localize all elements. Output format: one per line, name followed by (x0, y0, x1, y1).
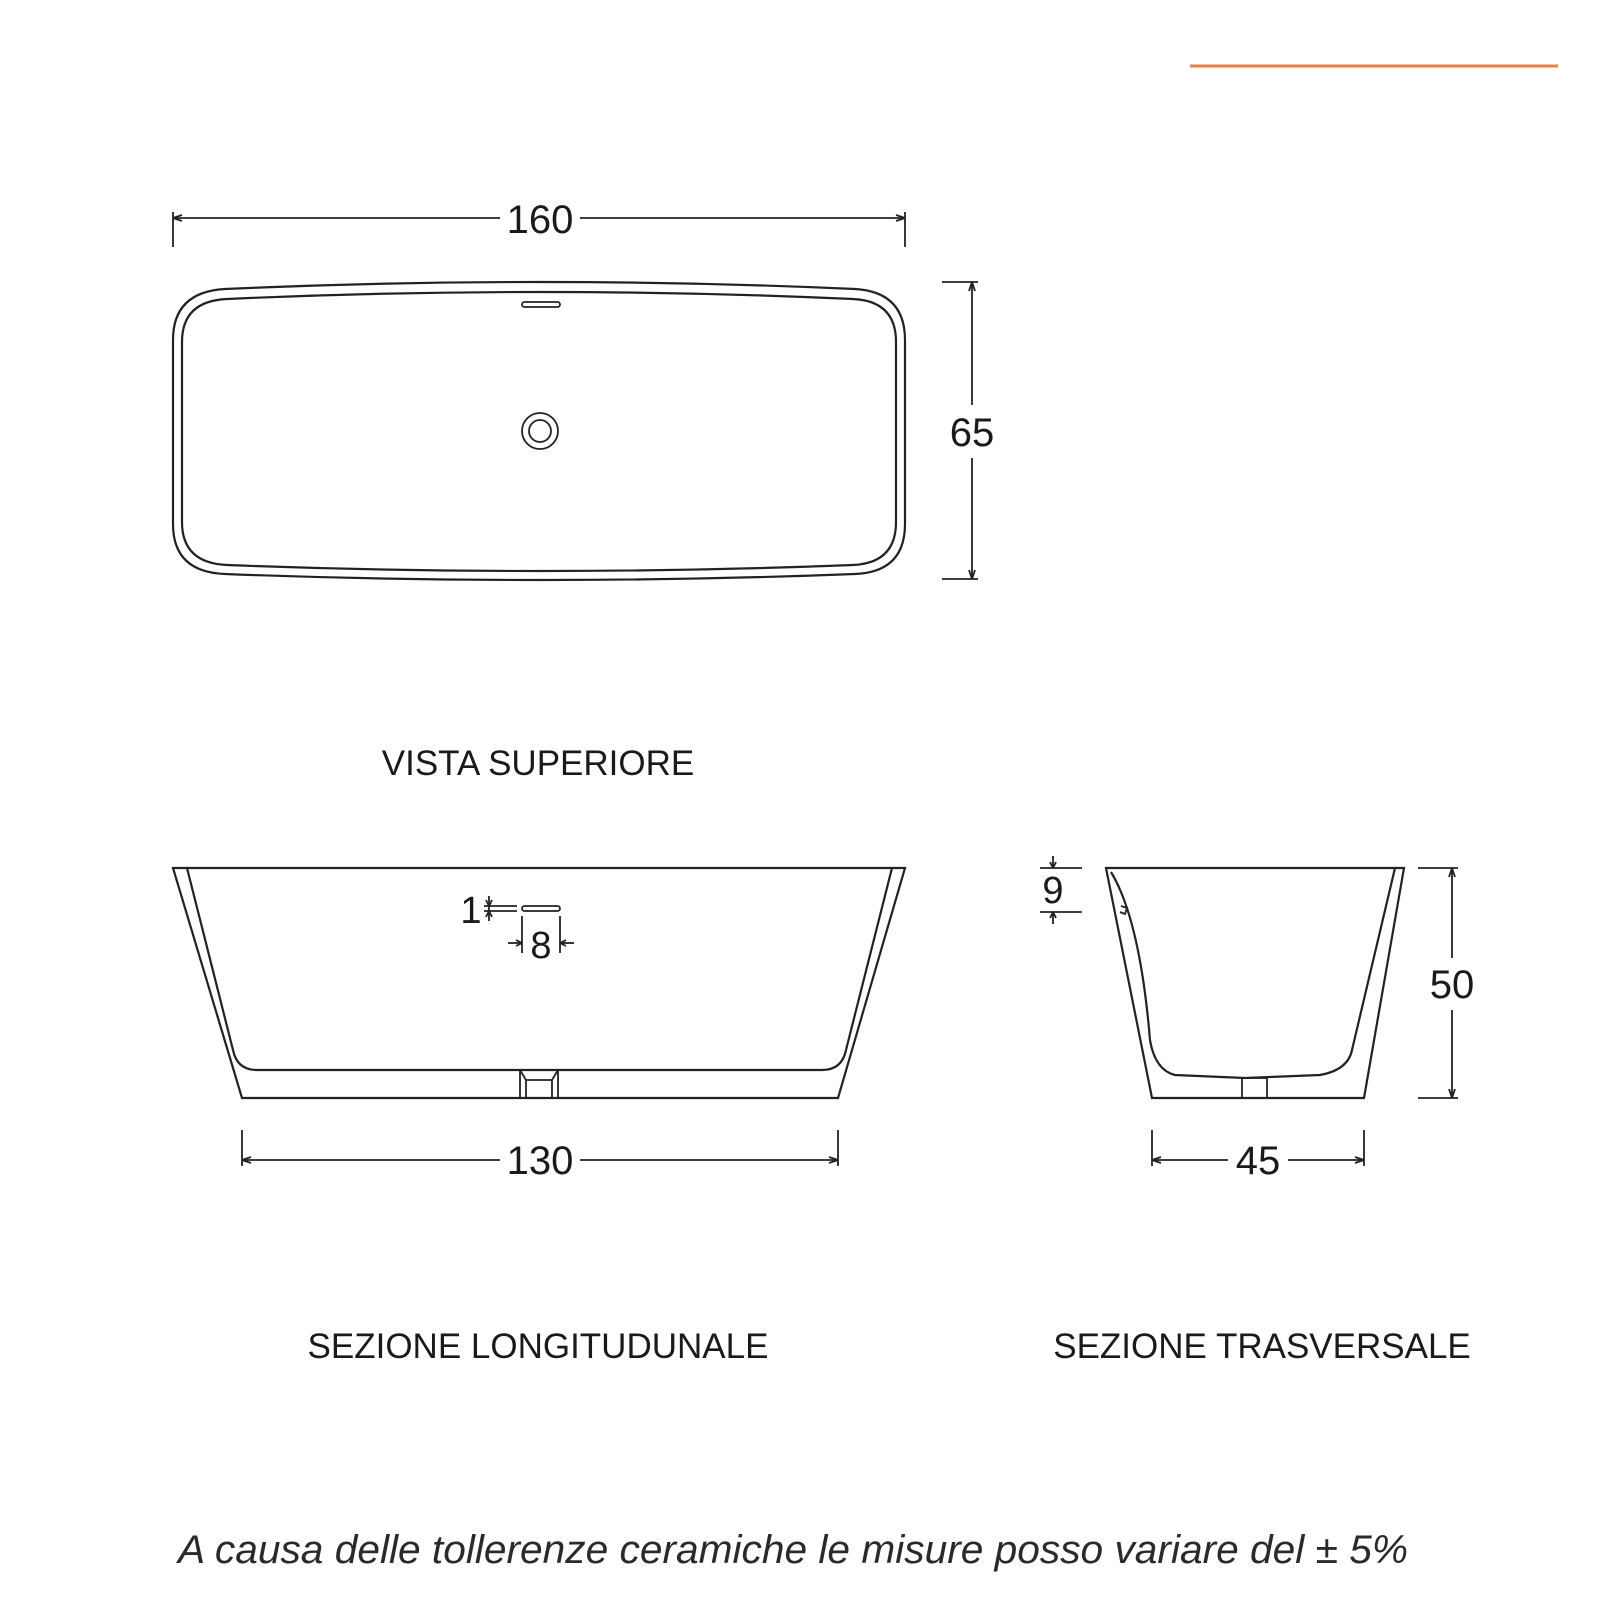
transversal-caption: SEZIONE TRASVERSALE (1053, 1327, 1471, 1366)
overflow-detail-dimension (460, 890, 574, 967)
depth-label: 65 (949, 411, 995, 455)
height-dimension-50 (1418, 868, 1474, 1098)
top-view-caption: VISTA SUPERIORE (381, 744, 695, 783)
longitudinal-base-label: 130 (506, 1139, 574, 1183)
overflow-slot (522, 302, 560, 307)
transversal-base-label: 45 (1235, 1139, 1281, 1183)
drain-inner (529, 420, 551, 442)
longitudinal-section (173, 868, 905, 1366)
drain-outer (522, 413, 558, 449)
transversal-height-label: 50 (1429, 963, 1475, 1007)
transversal-drain (1242, 1078, 1267, 1098)
transversal-overflow (1120, 906, 1127, 914)
tub-inner-outline (182, 292, 896, 571)
transversal-inner (1111, 868, 1395, 1078)
tub-outer-outline (173, 282, 905, 580)
width-dimension-160 (173, 198, 905, 247)
base-dimension-45 (1152, 1130, 1364, 1183)
depth-dimension-65 (942, 282, 994, 579)
overflow-offset-dimension (1040, 856, 1082, 924)
tolerance-footnote: A causa delle tollerenze ceramiche le misure posso variare del ± 5% (175, 1528, 1409, 1572)
top-view (173, 198, 994, 783)
longitudinal-caption: SEZIONE LONGITUDUNALE (307, 1327, 769, 1366)
longitudinal-outer (173, 868, 905, 1098)
base-dimension-130 (242, 1130, 838, 1183)
overflow-height-label: 1 (460, 890, 482, 932)
transversal-section (1040, 856, 1474, 1366)
overflow-width-label: 8 (530, 925, 552, 967)
longitudinal-inner (187, 868, 892, 1070)
transversal-outer (1106, 868, 1404, 1098)
overflow-slot-section (522, 906, 560, 911)
width-label: 160 (506, 198, 574, 242)
overflow-offset-label: 9 (1042, 870, 1064, 912)
